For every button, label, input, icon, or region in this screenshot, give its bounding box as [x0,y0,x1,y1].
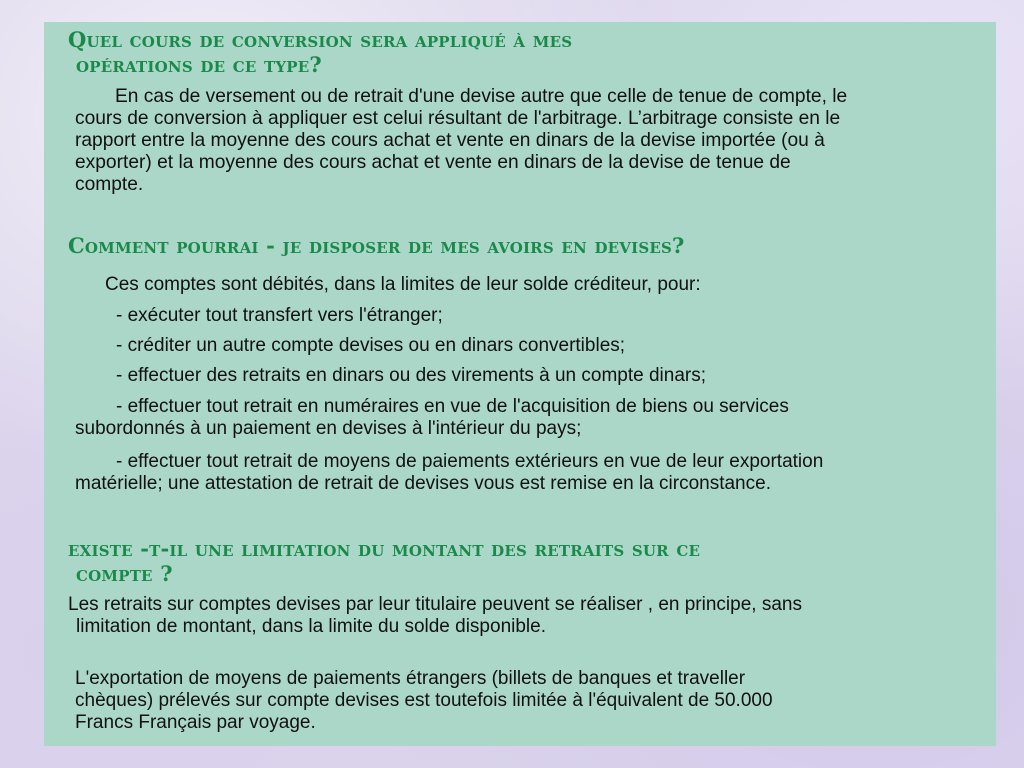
section2-heading-line: Comment pourrai - je disposer de mes avoirs en devises? [68,233,685,258]
section2-heading [68,233,685,258]
section1-line: rapport entre la moyenne des cours achat et vente en dinars de la devise importée (ou à [75,130,825,151]
section3-paragraph2 [75,668,773,734]
section1-line: En cas de versement ou de retrait d'une devise autre que celle de tenue de compte, le [115,86,848,107]
section2-item-line: matérielle; une attestation de retrait de devises vous est remise en la circonstance. [75,473,771,494]
section1-paragraph [75,86,847,196]
section3-para1-line2: limitation de montant, dans la limite du solde disponible. [76,616,546,637]
section2-item: - effectuer des retraits en dinars ou des virements à un compte dinars; [116,365,707,386]
section2-item-line: - effectuer tout retrait en numéraires en vue de l'acquisition de biens ou services [116,396,789,417]
section3-para2-line: Francs Français par voyage. [75,712,316,733]
section2-item: - créditer un autre compte devises ou en dinars convertibles; [116,335,626,356]
section2-item-line: subordonnés à un paiement en devises à l'intérieur du pays; [75,418,582,439]
section1-line: compte. [75,174,144,195]
section2-item-multiline [75,396,789,440]
section1-line: exporter) et la moyenne des cours achat et vente en dinars de la devise de tenue de [75,152,791,173]
section2-item: - exécuter tout transfert vers l'étranger; [116,305,443,326]
section2-intro: Ces comptes sont débités, dans la limites de leur solde créditeur, pour: [105,274,701,295]
section3-heading-line2: compte ? [76,561,173,586]
section3-heading [68,536,700,586]
section3-para2-line: chèques) prélevés sur compte devises est toutefois limitée à l'équivalent de 50.000 [75,690,773,711]
section3-para1-line1: Les retraits sur comptes devises par leur titulaire peuvent se réaliser , en principe, sans [68,594,802,615]
section3-heading-line1: existe -t-il une limitation du montant des retraits sur ce [68,536,701,561]
section3-para2-line: L'exportation de moyens de paiements étrangers (billets de banques et traveller [75,668,746,689]
section1-heading-line1: Quel cours de conversion sera appliqué à mes [68,27,573,52]
section1-line: cours de conversion à appliquer est celui résultant de l'arbitrage. L’arbitrage consiste en le [75,108,841,129]
section2-item-line: - effectuer tout retrait de moyens de paiements extérieurs en vue de leur exportation [116,451,824,472]
section1-heading-line2: opérations de ce type? [76,52,322,77]
section3-paragraph1 [68,594,802,638]
section2-item-multiline [75,451,823,495]
section1-heading [68,27,572,77]
